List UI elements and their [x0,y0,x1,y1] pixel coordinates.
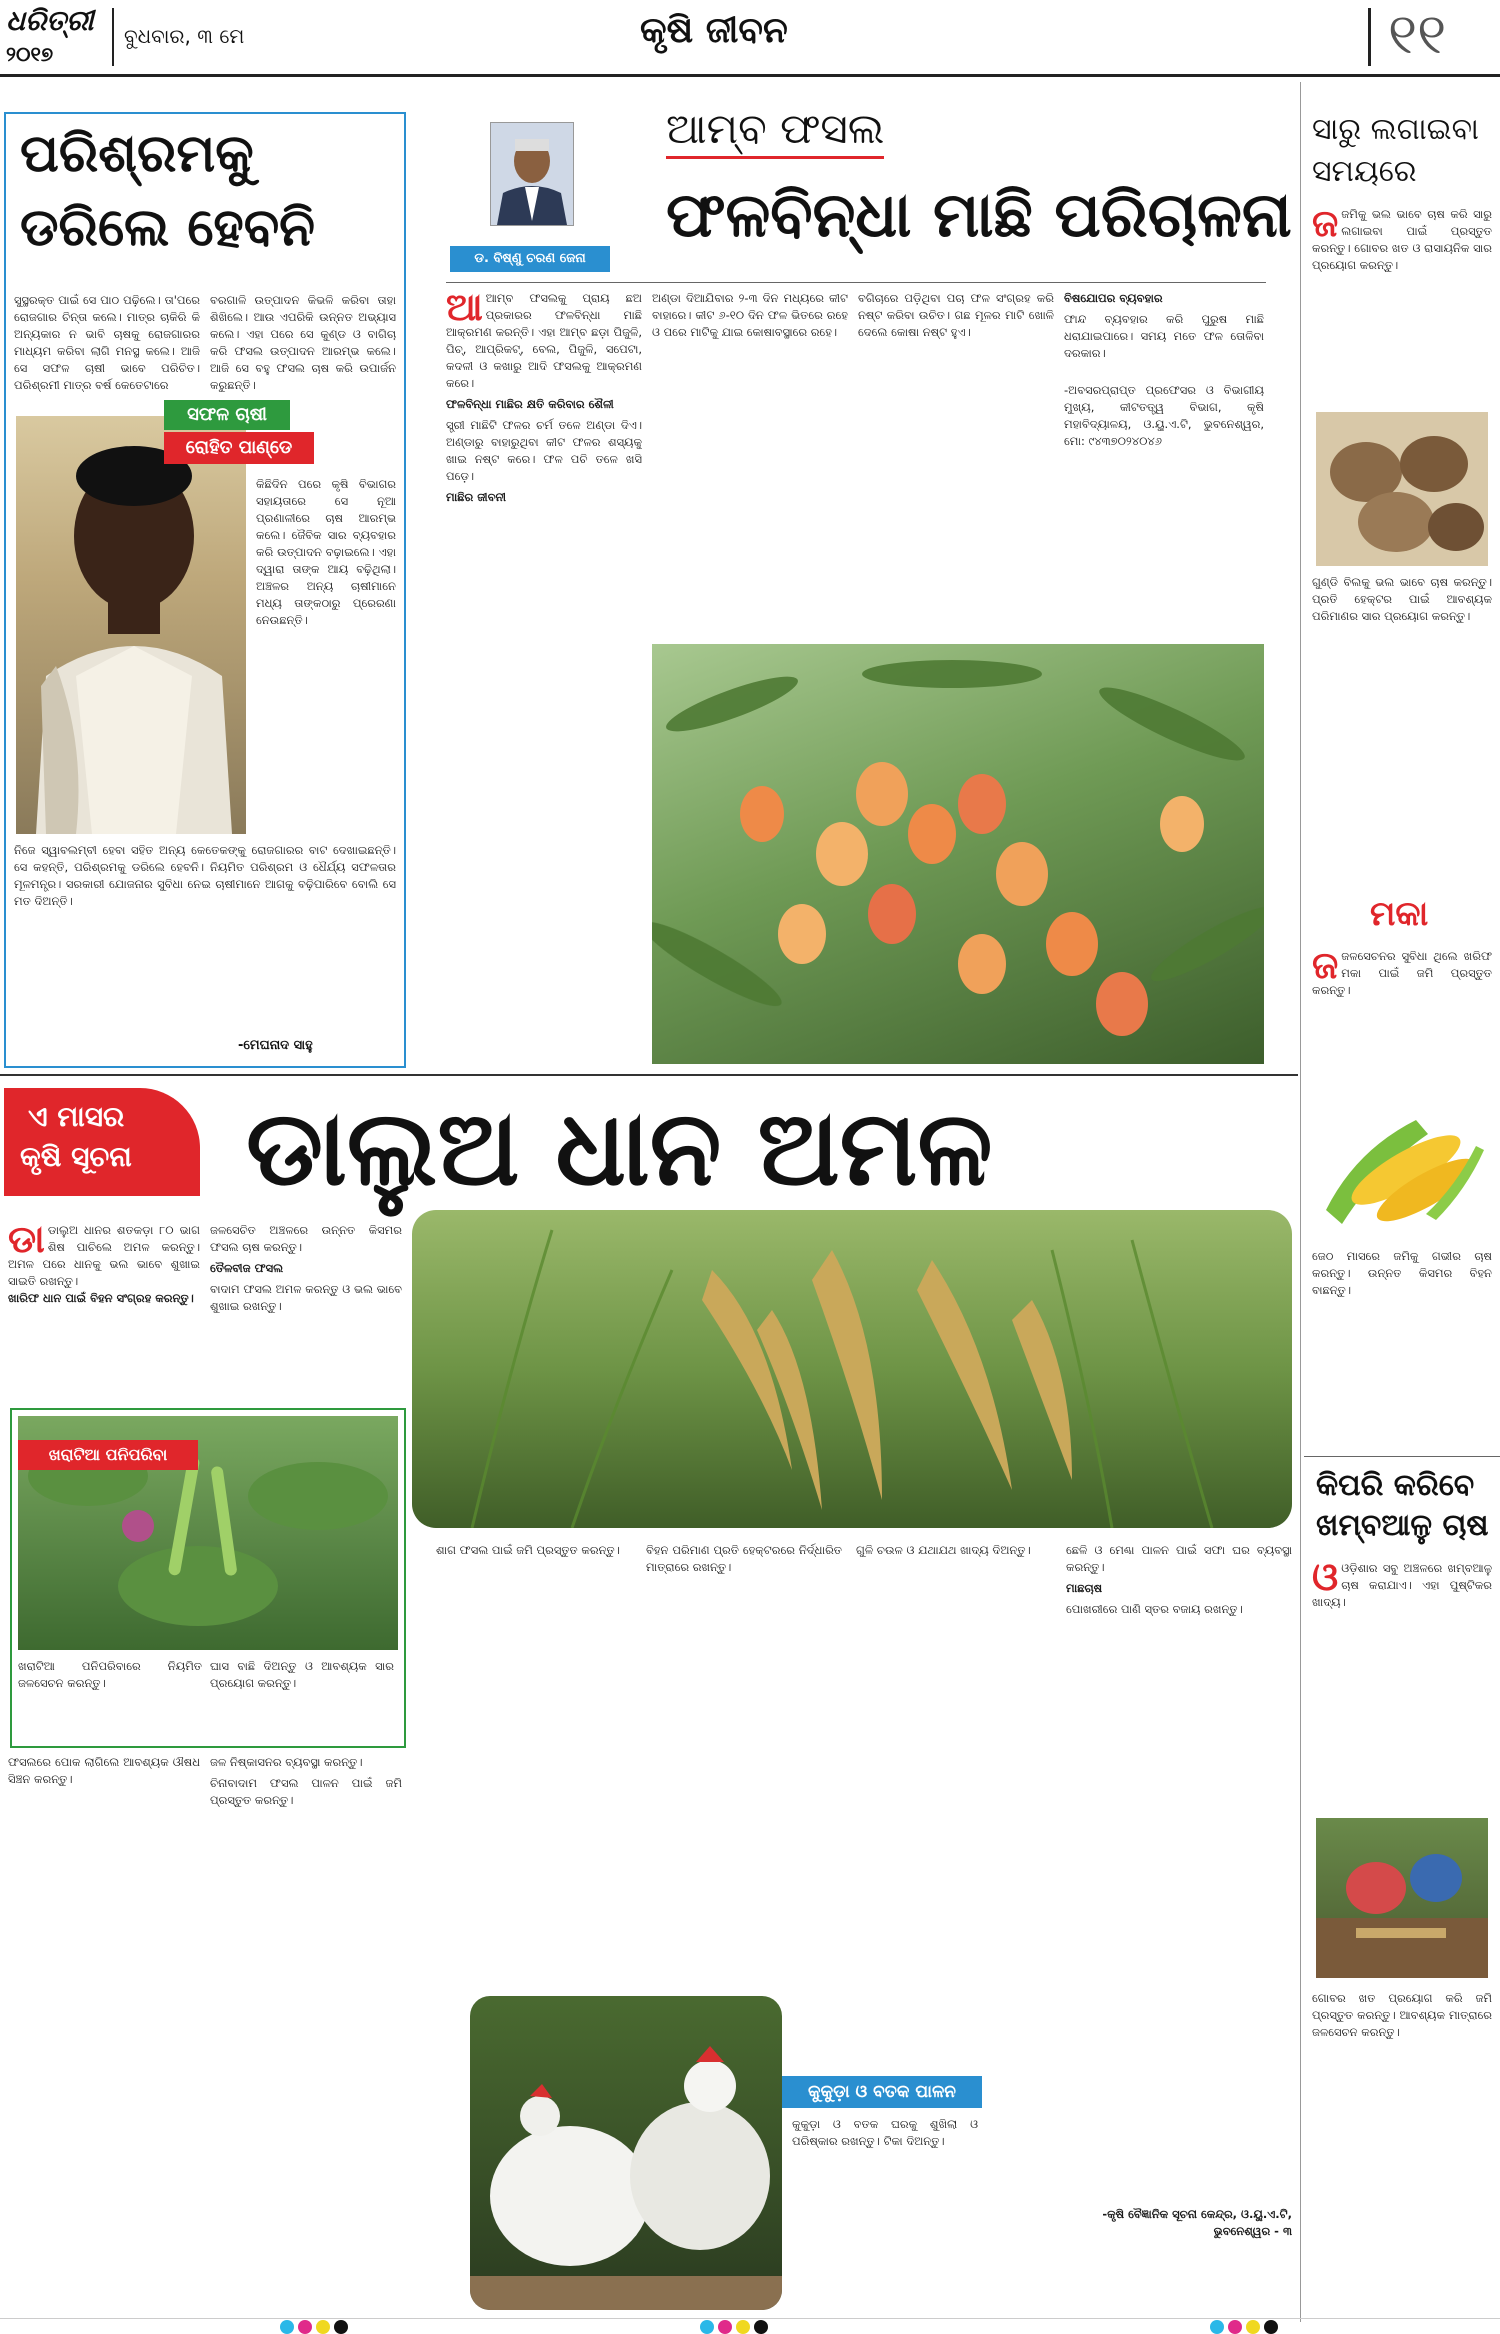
saru-text1: ଜଜମିକୁ ଭଲ ଭାବେ ଚାଷ କରି ସାରୁ ଲଗାଇବା ପାଇଁ ପ୍ରସ୍ତୁତ କରନ୍ତୁ। ଗୋବର ଖତ ଓ ରାସାୟନିକ ସାର ପ୍ରୟୋଗ କରନ୍ତୁ। [1312,206,1492,272]
badge-line1: ଏ ମାସର [28,1100,125,1133]
reg-mark-magenta-2 [718,2320,732,2334]
section-title: କୃଷି ଜୀବନ [640,10,788,51]
saru-headline-2: ସମୟରେ [1312,154,1417,189]
masthead-logo: ଧରିତ୍ରୀ [6,4,94,37]
farmer-photo [16,416,246,834]
reg-mark-yellow-1 [316,2320,330,2334]
story1-byline: -ମେଘନାଦ ସାହୁ [238,1038,313,1053]
maka-text1: ଜଜଳସେଚନର ସୁବିଧା ଥିଲେ ଖରିଫ ମକା ପାଇଁ ଜମି ପ୍ରସ୍ତୁତ କରନ୍ତୁ। [1312,948,1492,997]
corn-illustration [1316,1090,1488,1240]
reg-mark-magenta-3 [1228,2320,1242,2334]
rice-photo [412,1210,1292,1528]
lower-left-col1: ଫସଲରେ ପୋକ ଲାଗିଲେ ଆବଶ୍ୟକ ଔଷଧ ସିଞ୍ଚନ କରନ୍ତୁ। [8,1755,200,1786]
mango-col3: ବଗିଚାରେ ପଡ଼ିଥିବା ପଚା ଫଳ ସଂଗ୍ରହ କରି ନଷ୍ଟ କରିବା ଉଚିତ। ଗଛ ମୂଳର ମାଟି ଖୋଳି ଦେଲେ କୋଷା ନଷ୍ଟ ହୁଏ। [858,291,1054,339]
poultry-tag: କୁକୁଡ଼ା ଓ ବତକ ପାଳନ [782,2076,982,2108]
author-portrait [491,123,573,225]
mango-col1: ଆଆମ୍ବ ଫସଲକୁ ପ୍ରାୟ ଛଅ ପ୍ରକାରର ଫଳବିନ୍ଧା ମାଛି ଆକ୍ରମଣ କରନ୍ତି। ଏହା ଆମ୍ବ ଛଡ଼ା ପିଜୁଳି, ପିଚ୍, ଆପ୍ରିକଟ୍, ବେଲ, ପିଜୁଳି, ସପେଟା, କଦଳୀ ଓ କଖାରୁ ଆଦି ଫସଲକୁ ଆକ୍ରମଣ କରେ। ଫଳବିନ୍ଧା ମାଛିର କ୍ଷତି କରିବାର ଶୈଳୀ ସ୍ତ୍ରୀ ମାଛିଟି ଫଳର ଚର୍ମ ତଳେ ଅଣ୍ଡା ଦିଏ। ଅଣ୍ଡାରୁ ବାହାରୁଥିବା କୀଟ ଫଳର ଶସ୍ୟକୁ ଖାଇ ନଷ୍ଟ କରେ। ଫଳ ପଚି ତଳେ ଖସି ପଡ଼େ। ମାଛିର ଜୀବନୀ [446,290,642,504]
kharif-tag: ଖରାଟିଆ ପନିପରିବା [18,1440,198,1470]
reg-mark-black-1 [334,2320,348,2334]
page-number: ୧୧ [1388,2,1447,67]
reg-mark-cyan-3 [1210,2320,1224,2334]
mango-col4: ବିଷଯୋପର ବ୍ୟବହାର ଫାନ୍ଦ ବ୍ୟବହାର କରି ପୁରୁଷ ମାଛି ଧରାଯାଇପାରେ। ସମୟ ମତେ ଫଳ ତୋଳିବା ଦରକାର। -ଅବସରପ୍ରାପ୍ତ ପ୍ରଫେସର ଓ ବିଭାଗୀୟ ମୁଖ୍ୟ, କୀଟତତ୍ତ୍ୱ ବିଭାଗ, କୃଷି ମହାବିଦ୍ୟାଳୟ, ଓ.ୟୁ.ଏ.ଟି, ଭୁବନେଶ୍ୱର, ମୋ: ୯୪୩୭୦୨୪୦୪୬ [1064,291,1264,448]
masthead-date: ବୁଧବାର, ୩ ମେ [124,24,245,48]
saru-photo [1316,412,1488,566]
mid-col4: ଛେଳି ଓ ମେଣ୍ଢା ପାଳନ ପାଇଁ ସଫା ଘର ବ୍ୟବସ୍ଥା କରନ୍ତୁ। ମାଛଚାଷ ପୋଖରୀରେ ପାଣି ସ୍ତର ବଜାୟ ରଖନ୍ତୁ। [1066,1543,1292,1616]
badge-line2: କୃଷି ସୂଚନା [20,1140,132,1173]
mid-col3: ଗୁଳି ଚଉଳ ଓ ଯଥାଯଥ ଖାଦ୍ୟ ଦିଅନ୍ତୁ। [856,1543,1031,1557]
story1-col2: ବରଗାଳି ଉତ୍ପାଦନ କିଭଳି କରିବା ତାହା ଶିଖିଲେ। ଆଉ ଏପରିକି ଉନ୍ନତ ଅଭ୍ୟାସ କଲେ। ଏହା ପରେ ସେ କୁଣ୍ଡ ଓ ବାଗିଚା କରି ଫସଲ ଉତ୍ପାଦନ ଆରମ୍ଭ କଲେ। ଆଜି ସେ ବହୁ ଫସଲ ଚାଷ କରି ଉପାର୍ଜନ କରୁଛନ୍ତି। [210,293,396,392]
mango-tree-illustration [652,644,1264,1064]
krushi-suchana-badge [4,1088,200,1196]
khamba-headline-2: ଖମ୍ବଆଳୁ ଚାଷ [1316,1508,1489,1543]
kharif-box [10,1408,406,1748]
reg-mark-black-3 [1264,2320,1278,2334]
maka-headline: ମକା [1370,894,1429,934]
story1-mid: କିଛିଦିନ ପରେ କୃଷି ବିଭାଗର ସହାୟତାରେ ସେ ନୂଆ ପ୍ରଣାଳୀରେ ଚାଷ ଆରମ୍ଭ କଲେ। ଜୈବିକ ସାର ବ୍ୟବହାର କରି ଉତ୍ପାଦନ ବଢ଼ାଇଲେ। ଏହା ଦ୍ୱାରା ତାଙ୍କ ଆୟ ବଢ଼ିଥିଲା। ଅଞ୍ଚଳର ଅନ୍ୟ ଚାଷୀମାନେ ମଧ୍ୟ ତାଙ୍କଠାରୁ ପ୍ରେରଣା ନେଉଛନ୍ତି। [256,477,396,627]
tag-saphal-chashi: ସଫଳ ଚାଷୀ [164,400,290,430]
story1-bottom: ନିଜେ ସ୍ୱାବଲମ୍ବୀ ହେବା ସହିତ ଅନ୍ୟ କେତେକଙ୍କୁ ରୋଜଗାରର ବାଟ ଦେଖାଇଛନ୍ତି। ସେ କହନ୍ତି, ପରିଶ୍ରମକୁ ଡରିଲେ ହେବନି। ନିୟମିତ ପରିଶ୍ରମ ଓ ଧୈର୍ଯ୍ୟ ସଫଳତାର ମୂଳମନ୍ତ୍ର। ସରକାରୀ ଯୋଜନାର ସୁବିଧା ନେଇ ଚାଷୀମାନେ ଆଗକୁ ବଢ଼ିପାରିବେ ବୋଲି ସେ ମତ ଦିଅନ୍ତି। [14,843,396,908]
saru-text2: ଗୁଣ୍ଡି ବିଲକୁ ଭଲ ଭାବେ ଚାଷ କରନ୍ତୁ। ପ୍ରତି ହେକ୍ଟର ପାଇଁ ଆବଶ୍ୟକ ପରିମାଣର ସାର ପ୍ରୟୋଗ କରନ୍ତୁ। [1312,575,1492,623]
poultry-photo [470,1996,782,2310]
story-box-parishram [4,112,406,1068]
lower-left-col2: ଜଳ ନିଷ୍କାସନର ବ୍ୟବସ୍ଥା କରନ୍ତୁ। ଚିନାବାଦାମ ଫସଲ ପାଳନ ପାଇଁ ଜମି ପ୍ରସ୍ତୁତ କରନ୍ତୁ। [210,1755,402,1807]
author-name: ଡ. ବିଷ୍ଣୁ ଚରଣ ଜେନା [450,246,610,272]
reg-mark-cyan-1 [280,2320,294,2334]
kharif-text1: ଖରାଟିଆ ପନିପରିବାରେ ନିୟମିତ ଜଳସେଚନ କରନ୍ତୁ। [18,1659,202,1690]
story1-headline-2: ଡରିଲେ ହେବନି [20,198,316,258]
mid-col1: ଶାଗ ଫସଲ ପାଇଁ ଜମି ପ୍ରସ୍ତୁତ କରନ୍ତୁ। [436,1543,620,1557]
maka-text2: ଜେଠ ମାସରେ ଜମିକୁ ଗଭୀର ଚାଷ କରନ୍ତୁ। ଉନ୍ନତ କିସମର ବିହନ ବାଛନ୍ତୁ। [1312,1249,1492,1297]
reg-mark-yellow-2 [736,2320,750,2334]
mango-headline: ଫଳବିନ୍ଧା ମାଛି ପରିଚାଳନା [666,178,1292,251]
hens-illustration [470,1996,782,2310]
mango-col2: ଅଣ୍ଡା ଦିଆଯିବାର ୨-୩ ଦିନ ମଧ୍ୟରେ କୀଟ ବାହାରେ। କୀଟ ୬-୧୦ ଦିନ ଫଳ ଭିତରେ ରହେ ଓ ପରେ ମାଟିକୁ ଯାଇ କୋଷାବସ୍ଥାରେ ରହେ। [652,291,848,339]
mid-col2: ବିହନ ପରିମାଣ ପ୍ରତି ହେକ୍ଟରରେ ନିର୍ଦ୍ଧାରିତ ମାତ୍ରାରେ ରଖନ୍ତୁ। [646,1543,842,1574]
story1-col1: ସୁସ୍ଥରକ୍ତ ପାଇଁ ସେ ପାଠ ପଢ଼ିଲେ। ତା'ପରେ ରୋଜଗାର ଚିନ୍ତା କଲେ। ମାତ୍ର ଚାକିରି କି ଅନ୍ୟକାର ନ ଭାବି ଚାଷକୁ ରୋଜଗାରର ମାଧ୍ୟମ କରିବା ଲାଗି ମନସ୍ଥ କଲେ। ଆଜି ସେ ସଫଳ ଚାଷୀ ଭାବେ ପରିଚିତ। ପରିଶ୍ରମୀ ମାତ୍ର ବର୍ଷ କେତେଟାରେ [14,293,200,392]
mango-kicker: ଆମ୍ବ ଫସଲ [666,104,884,159]
maize-photo [1316,1090,1488,1240]
sub-machha: ମାଛଚାଷ [1066,1581,1103,1595]
reg-mark-yellow-3 [1246,2320,1260,2334]
kharif-text2: ଘାସ ବାଛି ଦିଅନ୍ତୁ ଓ ଆବଶ୍ୟକ ସାର ପ୍ରୟୋଗ କରନ୍ତୁ। [210,1659,394,1690]
planting-illustration [1316,1818,1488,1978]
sub-telibija: ତୈଳବୀଜ ଫସଲ [210,1261,284,1275]
mango-sub1: ଫଳବିନ୍ଧା ମାଛିର କ୍ଷତି କରିବାର ଶୈଳୀ [446,397,614,411]
khamba-text1: ଓଓଡ଼ିଶାର ସବୁ ଅଞ୍ଚଳରେ ଖମ୍ବଆଳୁ ଚାଷ କରାଯାଏ। ଏହା ପୁଷ୍ଟିକର ଖାଦ୍ୟ। [1312,1560,1492,1609]
mango-photo [652,644,1264,1064]
poultry-text: କୁକୁଡ଼ା ଓ ବତକ ଘରକୁ ଶୁଖିଲା ଓ ପରିଷ୍କାର ରଖନ୍ତୁ। ଟିକା ଦିଅନ୍ତୁ। [792,2117,978,2148]
story1-headline-1: ପରିଶ୍ରମକୁ [20,124,254,184]
masthead-year: ୨୦୧୭ [6,42,54,66]
masthead [0,0,1500,74]
poultry-box [470,1996,1056,2310]
tag-rohit-pande: ରୋହିତ ପାଣ୍ଡେ [164,432,314,464]
lower-col2: ଜଳସେଚିତ ଅଞ୍ଚଳରେ ଉନ୍ନତ କିସମର ଫସଲ ଚାଷ କରନ୍ତୁ। ତୈଳବୀଜ ଫସଲ ବାଦାମ ଫସଲ ଅମଳ କରନ୍ତୁ ଓ ଭଲ ଭାବେ ଶୁଖାଇ ରଖନ୍ତୁ। [210,1223,402,1313]
taro-illustration [1316,412,1488,566]
saru-headline-1: ସାରୁ ଲଗାଇବା [1312,112,1479,147]
khamba-photo [1316,1818,1488,1978]
farmer-portrait-illustration [16,416,246,834]
lower-col1: ଡାଡାଲୁଅ ଧାନର ଶତକଡ଼ା ୮୦ ଭାଗ ଶିଷ ପାଚିଲେ ଅମଳ କରନ୍ତୁ। ଅମଳ ପରେ ଧାନକୁ ଭଲ ଭାବେ ଶୁଖାଇ ସାଇତି ରଖନ୍ତୁ। ଖାରିଫ ଧାନ ପାଇଁ ବିହନ ସଂଗ୍ରହ କରନ୍ତୁ। [8,1222,200,1305]
dalua-headline: ଡାଲୁଅ ଧାନ ଅମଳ [246,1087,993,1209]
reg-mark-cyan-2 [700,2320,714,2334]
khamba-text2: ଗୋବର ଖତ ପ୍ରୟୋଗ କରି ଜମି ପ୍ରସ୍ତୁତ କରନ୍ତୁ। ଆବଶ୍ୟକ ମାତ୍ରାରେ ଜଳସେଚନ କରନ୍ତୁ। [1312,1991,1492,2039]
bottom-signature: -କୃଷି ବୈଜ୍ଞାନିକ ସୂଚନା କେନ୍ଦ୍ର, ଓ.ୟୁ.ଏ.ଟି, ଭୁବନେଶ୍ୱର - ୩ [1102,2207,1292,2238]
mango-signature: -ଅବସରପ୍ରାପ୍ତ ପ୍ରଫେସର ଓ ବିଭାଗୀୟ ମୁଖ୍ୟ, କୀଟତତ୍ତ୍ୱ ବିଭାଗ, କୃଷି ମହାବିଦ୍ୟାଳୟ, ଓ.ୟୁ.ଏ.ଟି, ଭୁବନେଶ୍ୱର, ମୋ: ୯୪୩୭୦୨୪୦୪୬ [1064,383,1264,448]
paddy-illustration [412,1210,1292,1528]
author-photo [490,122,574,226]
reg-mark-magenta-1 [298,2320,312,2334]
mango-sub3: ବିଷଯୋପର ବ୍ୟବହାର [1064,291,1163,305]
khamba-headline-1: କିପରି କରିବେ [1316,1468,1475,1503]
mango-sub2: ମାଛିର ଜୀବନୀ [446,490,506,504]
reg-mark-black-2 [754,2320,768,2334]
